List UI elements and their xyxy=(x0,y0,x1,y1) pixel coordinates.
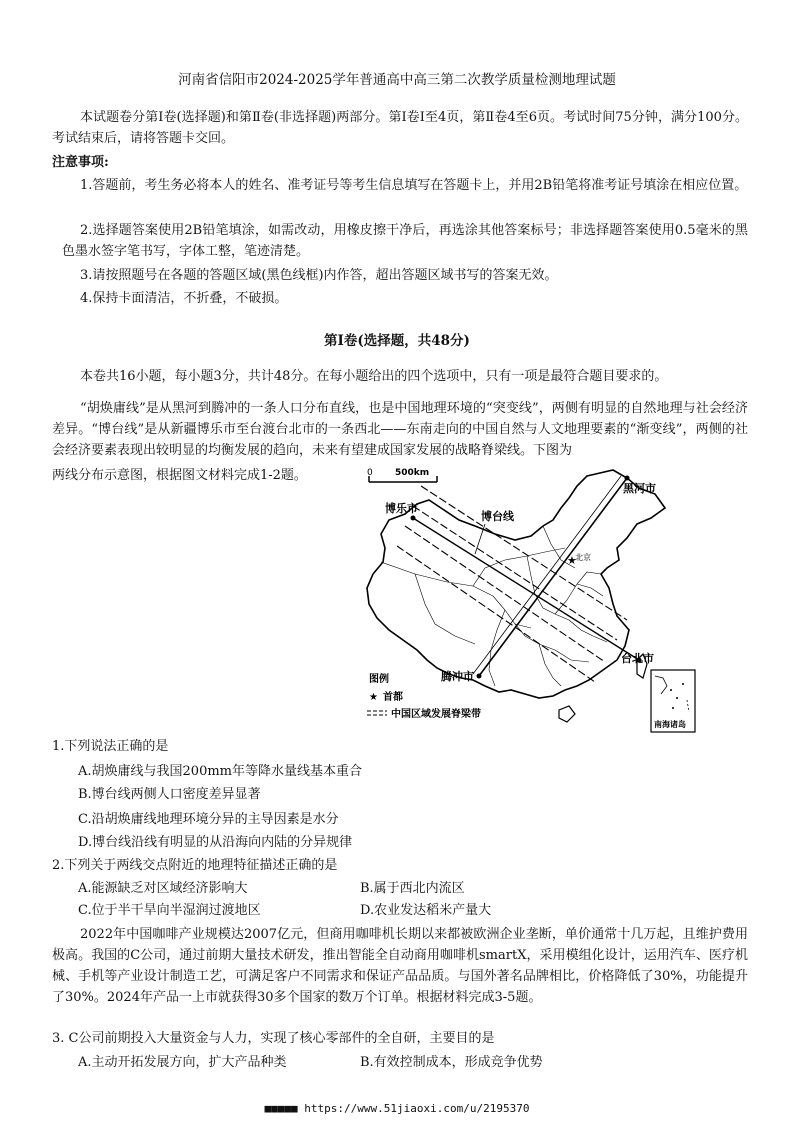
two-lines-map xyxy=(355,464,699,736)
material-1-paragraph: “胡焕庸线”是从黑河到腾冲的一条人口分布直线，也是中国地理环境的“突变线”，两侧有明显的自然地理与社会经济差异。“博台线”是从新疆博乐市至台渡台北市的一条西北——东南走向的中国自然与人文地理要素的“渐变线”，两侧的社会经济要素表现出较明显的均衡发展的趋向，未来有望建成国家发展的战略脊梁线。下图为 xyxy=(52,401,748,459)
question-2-option-d[interactable]: D.农业发达稻米产量大 xyxy=(360,903,492,918)
bole-marker xyxy=(411,516,416,521)
taibei-label: 台北市 xyxy=(621,652,654,665)
section-title: 第Ⅰ卷(选择题，共48分) xyxy=(324,333,470,349)
scale-bar xyxy=(367,468,437,482)
botai-label: 博台线 xyxy=(481,510,514,523)
botai-line xyxy=(413,518,639,660)
heihe-label: 黑河市 xyxy=(623,482,656,495)
question-2-options-row-1 xyxy=(78,878,738,899)
legend-title: 图例 xyxy=(369,674,389,685)
question-2-stem: 2.下列关于两线交点附近的地理特征描述正确的是 xyxy=(52,858,338,873)
bole-label: 博乐市 xyxy=(385,502,418,515)
hainan-island xyxy=(559,706,575,722)
tengchong-label: 腾冲市 xyxy=(441,670,474,683)
question-2-option-a[interactable]: A.能源缺乏对区域经济影响大 xyxy=(78,881,248,896)
notice-item-3: 3.请按照题号在各题的答题区域(黑色线框)内作答，超出答题区域书写的答案无效。 xyxy=(80,268,558,283)
question-3-option-b[interactable]: B.有效控制成本，形成竞争优势 xyxy=(360,1055,543,1070)
material-2-paragraph: 2022年中国咖啡产业规模达2007亿元，但商用咖啡机长期以来都被欧洲企业垄断，单价通常十几万起，且维护费用极高。我国的C公司，通过前期大量技术研发，推出智能全自动商用咖啡机smartX，采用模组化设计，运用汽车、医疗机械、手机等产业设计制造工艺，可满足客户不同需求和保证产品品质。与国外著名品牌相比，价格降低了30%，功能提升了30%。2024年产品一上市就获得30多个国家的数万个订单。根据材料完成3-5题。 xyxy=(52,927,748,1006)
legend-star-icon: ★ xyxy=(369,692,378,703)
footer-url[interactable]: ■■■■■ https://www.51jiaoxi.com/u/2195370 xyxy=(264,1102,530,1115)
question-1-option-c[interactable]: C.沿胡焕庸线地理环境分异的主导因素是水分 xyxy=(78,812,339,827)
paper-title: 河南省信阳市2024-2025学年普通高中高三第二次教学质量检测地理试题 xyxy=(178,72,616,88)
inset-label: 南海诸岛 xyxy=(654,720,686,729)
huhuanyong-line xyxy=(479,478,627,676)
beijing-label: 北京 xyxy=(575,553,591,562)
legend-capital: 首都 xyxy=(383,692,403,703)
question-3-option-a[interactable]: A.主动开拓发展方向，扩大产品种类 xyxy=(78,1055,287,1070)
material-1-last-line: 两线分布示意图，根据图文材料完成1-2题。 xyxy=(52,468,307,483)
question-2-option-b[interactable]: B.属于西北内流区 xyxy=(360,881,465,896)
legend-belt: 中国区域发展脊梁带 xyxy=(391,709,481,720)
question-3-stem: 3. C公司前期投入大量资金与人力，实现了核心零部件的全自研，主要目的是 xyxy=(52,1031,495,1046)
question-1-option-b[interactable]: B.博台线两侧人口密度差异显著 xyxy=(78,787,261,802)
notice-item-2: 2.选择题答案使用2B铅笔填涂，如需改动，用橡皮擦干净后，再选涂其他答案标号；非选择题答案使用0.5毫米的黑色墨水签字笔书写，字体工整，笔迹清楚。 xyxy=(62,223,748,260)
notice-item-1: 1.答题前，考生务必将本人的姓名、准考证号等考生信息填写在答题卡上，并用2B铅笔将准考证号填涂在相应位置。 xyxy=(80,178,748,193)
question-3-options-row-1 xyxy=(78,1052,738,1073)
question-2-options-row-2 xyxy=(78,900,738,921)
question-2-option-c[interactable]: C.位于半干旱向半湿润过渡地区 xyxy=(78,903,261,918)
notice-heading: 注意事项: xyxy=(52,155,109,170)
scale-label: 500km xyxy=(395,468,430,478)
south-china-sea-inset xyxy=(651,670,695,732)
question-1-option-d[interactable]: D.博台线沿线有明显的从沿海向内陆的分异规律 xyxy=(78,835,353,850)
notice-item-4: 4.保持卡面清洁，不折叠，不破损。 xyxy=(80,291,288,306)
scale-zero: 0 xyxy=(367,468,373,478)
question-1-option-a[interactable]: A.胡焕庸线与我国200mm年等降水量线基本重合 xyxy=(78,764,362,779)
intro-paragraph: 本试题卷分第Ⅰ卷(选择题)和第Ⅱ卷(非选择题)两部分。第Ⅰ卷Ⅰ至4页，第Ⅱ卷4至6页。考试时间75分钟，满分100分。考试结束后，请将答题卡交回。 xyxy=(52,110,748,147)
section-instruction: 本卷共16小题，每小题3分，共计48分。在每小题给出的四个选项中，只有一项是最符合题目要求的。 xyxy=(80,369,668,384)
tengchong-marker xyxy=(477,674,482,679)
question-1-stem: 1.下列说法正确的是 xyxy=(52,739,169,754)
capital-star-icon: ★ xyxy=(567,554,577,567)
heihe-marker xyxy=(625,476,630,481)
